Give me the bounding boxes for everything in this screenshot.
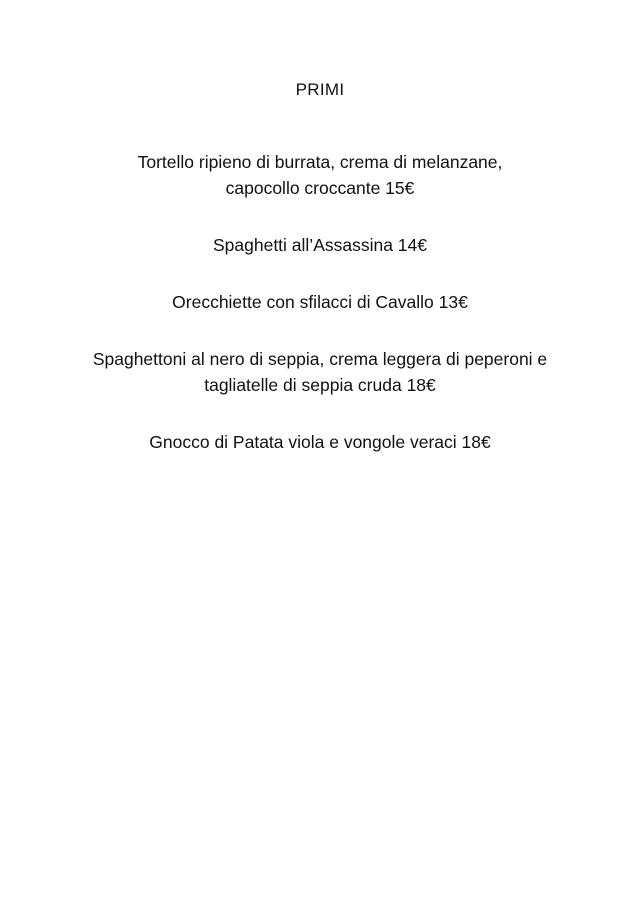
- section-title: PRIMI: [295, 80, 345, 99]
- menu-item-line: tagliatelle di seppia cruda 18€: [204, 375, 436, 395]
- menu-item-line: Spaghettoni al nero di seppia, crema leggera di peperoni e: [92, 349, 548, 369]
- menu-item: [0, 149, 640, 201]
- menu-item-line: Gnocco di Patata viola e vongole veraci 18€: [149, 432, 491, 452]
- menu-item-line: capocollo croccante 15€: [225, 178, 415, 198]
- menu-item-line: Spaghetti all’Assassina 14€: [212, 235, 428, 255]
- menu-items-list: [0, 149, 640, 455]
- menu-item-line: Orecchiette con sfilacci di Cavallo 13€: [172, 292, 468, 312]
- menu-item: [0, 429, 640, 455]
- menu-item: [0, 346, 640, 398]
- menu-item: [0, 289, 640, 315]
- menu-item-line: Tortello ripieno di burrata, crema di melanzane,: [137, 152, 503, 172]
- menu-content: [0, 79, 640, 486]
- menu-item: [0, 232, 640, 258]
